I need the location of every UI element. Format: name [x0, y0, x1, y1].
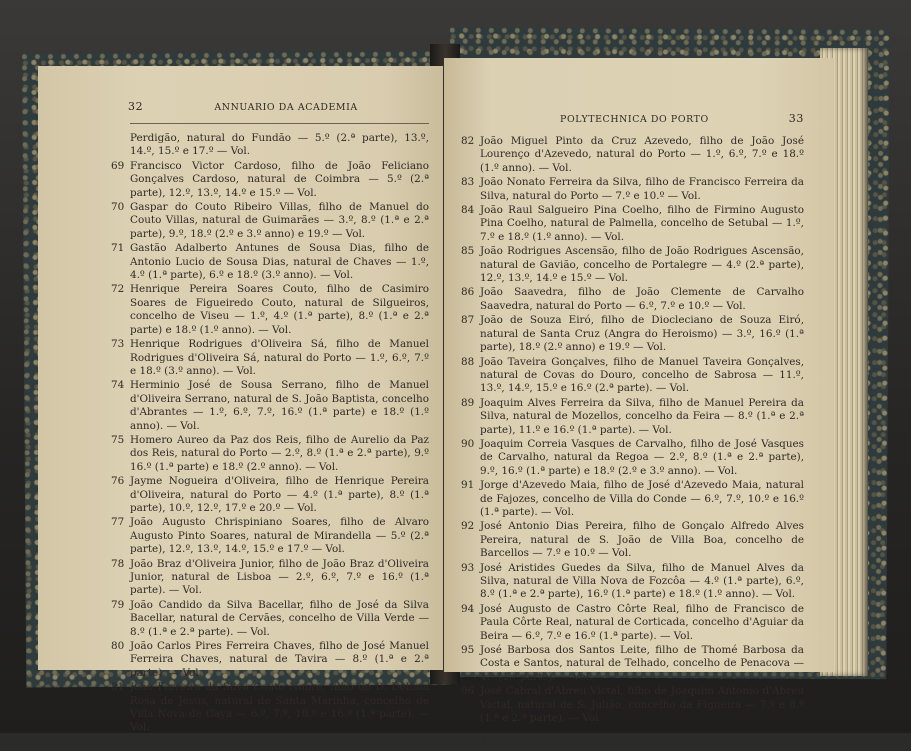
entry-text: João Saavedra, filho de João Clemente de Carvalho Saavedra, natural do Porto — 6.º, 7.º e 10.º — Vol.	[480, 286, 804, 312]
entry-text: José Aristides Guedes da Silva, filho de Manuel Alves da Silva, natural de Villa Nova de Fozcôa — 4.º (1.ª parte), 6.º, 8.º (1.ª e 2.ª parte), 16.º (1.ª parte) e 18.º (1.º anno). — Vol.	[480, 561, 804, 601]
left-page	[38, 66, 443, 734]
entry-number: 77	[111, 516, 125, 529]
entry-text: João Candido da Silva Bacellar, filho de José da Silva Bacellar, natural de Cervães, concelho de Villa Verde — 8.º (1.ª e 2.ª parte). — Vol.	[130, 598, 429, 638]
right-page-running-title: POLYTECHNICA DO PORTO	[560, 114, 709, 125]
entry-number: 74	[111, 379, 125, 392]
list-item	[111, 379, 429, 433]
list-item	[111, 338, 429, 378]
entry-text: João Augusto Chrispiniano Soares, filho de Alvaro Augusto Pinto Soares, natural de Mirandella — 5.º (2.ª parte), 12.º, 13.º, 14.º, 15.º e 17.º — Vol.	[130, 516, 429, 556]
entry-number: 93	[461, 561, 475, 574]
entry-text: Joaquim Alves Ferreira da Silva, filho de Manuel Pereira da Silva, natural de Mozellos, concelho da Feira — 8.º (1.ª e 2.ª parte), 11.º e 16.º (1.ª parte). — Vol.	[480, 396, 804, 436]
entry-number: 84	[461, 204, 475, 217]
entry-number: 89	[461, 396, 475, 409]
right-page	[444, 58, 834, 750]
left-page-header	[38, 100, 429, 113]
list-item	[461, 479, 804, 519]
right-page-number: 33	[788, 112, 804, 125]
list-item	[111, 242, 429, 282]
entry-number: 80	[111, 640, 125, 653]
entry-text: João Rodrigues Ascensão, filho de João Rodrigues Ascensão, natural de Gavião, concelho de Portalegre — 4.º (2.ª parte), 12.º, 13.º, 14.º e 15.º — Vol.	[480, 245, 804, 285]
list-item	[111, 640, 429, 680]
entry-number: 75	[111, 433, 125, 446]
left-page-running-title: ANNUARIO DA ACADEMIA	[214, 102, 358, 113]
header-rule	[130, 123, 429, 124]
entry-number: 78	[111, 557, 125, 570]
list-item	[461, 355, 804, 396]
list-item	[461, 644, 804, 684]
list-item	[461, 314, 804, 354]
right-entries	[461, 135, 804, 751]
list-item	[111, 681, 429, 735]
entry-number: 71	[111, 242, 125, 255]
entry-number: 81	[111, 681, 125, 694]
entry-text: João Nonato Ferreira da Silva, filho de Francisco Ferreira da Silva, natural do Porto — 7.º e 10.º — Vol.	[480, 176, 804, 202]
list-item	[461, 520, 804, 560]
entry-number: 96	[461, 685, 475, 698]
list-item	[461, 685, 804, 725]
entry-text: Gaspar do Couto Ribeiro Villas, filho de Manuel do Couto Villas, natural de Guimarães — 3.º, 8.º (1.ª e 2.ª parte), 9.º, 18.º (2.º e 3.º anno) e 19.º — Vol.	[130, 201, 429, 240]
entry-number: 85	[461, 245, 475, 258]
entry-number: 79	[111, 598, 125, 611]
entry-text: João Carlos Pires Ferreira Chaves, filho de José Manuel Ferreira Chaves, natural de Tavira — 8.º (1.ª e 2.ª parte). — Vol.	[130, 640, 429, 679]
entry-number: 83	[461, 176, 475, 189]
left-entries	[111, 132, 429, 735]
entry-text: José Barbosa dos Santos Leite, filho de Thomé Barbosa da Costa e Santos, natural de Telhado, concelho de Penacova — 4.º (1.ª parte). — Vol.	[480, 644, 804, 683]
entry-number: 86	[461, 286, 475, 299]
list-item	[461, 286, 804, 313]
list-item	[461, 561, 804, 602]
entry-number: 72	[111, 283, 125, 296]
entry-text: João Raul Salgueiro Pina Coelho, filho de Firmino Augusto Pina Coelho, natural de Palmella, concelho de Setubal — 1.º, 7.º e 18.º (1.º anno). — Vol.	[480, 204, 804, 243]
entry-text: Herminio José de Sousa Serrano, filho de Manuel d'Oliveira Serrano, natural de S. João Baptista, concelho d'Abrantes — 1.º, 6.º, 7.º, 16.º (1.ª parte) e 18.º (1.º anno). — Vol.	[130, 379, 429, 432]
right-page-header	[480, 112, 804, 125]
entry-number: 73	[111, 338, 125, 351]
list-item	[111, 283, 429, 337]
entry-text: José Augusto de Castro Côrte Real, filho de Francisco de Paula Côrte Real, natural de Corticada, concelho d'Aguiar da Beira — 6.º, 7.º e 16.º (1.ª parte). — Vol.	[480, 602, 804, 642]
entry-number: 87	[461, 314, 475, 327]
entry-text: Jorge d'Azevedo Maia, filho de José d'Azevedo Maia, natural de Fajozes, concelho de Villa do Conde — 6.º, 7.º, 10.º e 16.º (1.ª parte). — Vol.	[480, 479, 804, 518]
entry-number: 94	[461, 602, 475, 615]
entry-number: 91	[461, 479, 475, 492]
list-item	[461, 396, 804, 437]
list-item	[461, 602, 804, 643]
entry-number: 95	[461, 644, 475, 657]
entry-text: José Antonio Dias Pereira, filho de Gonçalo Alfredo Alves Pereira, natural de S. João de Villa Boa, concelho de Barcellos — 7.º e 10.º — Vol.	[480, 520, 804, 560]
entry-text: José Cabral d'Abreu Victal, filho de Joaquim Antonio d'Abreu Victal, natural de S. Julião, concelho da Figueira — 7.º e 8.º (1.ª e 2.ª parte). — Vol.	[480, 685, 804, 725]
list-item	[111, 557, 429, 598]
entry-text: João Taveira Gonçalves, filho de Manuel Taveira Gonçalves, natural de Covas do Douro, concelho de Sabrosa — 11.º, 13.º, 14.º, 15.º e 16.º (2.ª parte). — Vol.	[480, 355, 804, 395]
entry-text: João Braz d'Oliveira Junior, filho de João Braz d'Oliveira Junior, natural de Lisboa — 2.º, 6.º, 7.º e 16.º (1.ª parte). — Vol.	[130, 557, 429, 597]
list-item	[111, 201, 429, 241]
list-item	[111, 598, 429, 639]
entry-number: 82	[461, 135, 475, 147]
entry-text: Henrique Pereira Soares Couto, filho de Casimiro Soares de Figueiredo Couto, natural de Silgueiros, concelho de Viseu — 1.º, 4.º (1.ª parte), 8.º (1.ª e 2.ª parte) e 18.º (1.º anno). — Vol.	[130, 283, 429, 336]
left-page-number: 32	[128, 100, 144, 113]
entry-text: João Ferreira da Silva Couto Nobre, filho de D. Delfina Rosa de Jesus, natural de Santa Marinha, concelho de Villa Nova de Gaya — 6.º, 7.º, 10.º e 16.º (1.ª parte). — Vol.	[130, 681, 429, 734]
entry-text: João Miguel Pinto da Cruz Azevedo, filho de João José Lourenço d'Azevedo, natural do Porto — 1.º, 6.º, 7.º e 18.º (1.º anno). — Vol.	[480, 135, 804, 174]
list-item	[461, 204, 804, 244]
entry-number: 70	[111, 201, 125, 214]
entry-text: Francisco Victor Cardoso, filho de João Feliciano Gonçalves Cardoso, natural de Coimbra — 5.º (2.ª parte), 12.º, 13.º, 14.º e 15.º — Vol.	[130, 159, 429, 199]
entry-number: 76	[111, 475, 125, 488]
entry-number: 92	[461, 520, 475, 533]
list-item	[111, 475, 429, 515]
entry-text: Henrique Rodrigues d'Oliveira Sá, filho de Manuel Rodrigues d'Oliveira Sá, natural do Porto — 1.º, 6.º, 7.º e 18.º (3.º anno). — Vol.	[130, 338, 429, 377]
entry-number: 69	[111, 159, 125, 172]
entry-number: 88	[461, 355, 475, 368]
entry-text: João de Souza Eiró, filho de Diocleciano de Souza Eiró, natural de Santa Cruz (Angra do Heroismo) — 3.º, 16.º (1.ª parte), 18.º (2.º anno) e 19.º — Vol.	[480, 314, 804, 354]
list-item	[461, 437, 804, 478]
entry-text: Joaquim Correia Vasques de Carvalho, filho de José Vasques de Carvalho, natural da Regoa — 2.º, 8.º (1.ª e 2.ª parte), 9.º, 16.º (1.ª parte) e 18.º (2.º e 3.º anno). — Vol.	[480, 437, 804, 477]
entry-text: Homero Aureo da Paz dos Reis, filho de Aurelio da Paz dos Reis, natural do Porto — 2.º, 8.º (1.ª e 2.ª parte), 9.º 16.º (1.ª parte) e 18.º (2.º anno). — Vol.	[130, 433, 429, 473]
continuation-text: Perdigão, natural do Fundão — 5.º (2.ª parte), 13.º, 14.º, 15.º e 17.º — Vol.	[130, 132, 429, 158]
list-item	[461, 135, 804, 175]
entry-text: Gastão Adalberto Antunes de Sousa Dias, filho de Antonio Lucio de Sousa Dias, natural de Chaves — 1.º, 4.º (1.ª parte), 6.º e 18.º (3.º anno). — Vol.	[130, 242, 429, 282]
list-item	[461, 245, 804, 285]
list-item	[111, 516, 429, 556]
list-item	[111, 433, 429, 474]
entry-number: 90	[461, 437, 475, 450]
list-item	[111, 159, 429, 200]
signature-mark: 3	[480, 738, 487, 750]
entry-text: Jayme Nogueira d'Oliveira, filho de Henrique Pereira d'Oliveira, natural do Porto — 4.º (1.ª parte), 8.º (1.ª parte), 10.º, 12.º, 17.º e 20.º — Vol.	[130, 475, 429, 514]
list-item	[461, 176, 804, 203]
